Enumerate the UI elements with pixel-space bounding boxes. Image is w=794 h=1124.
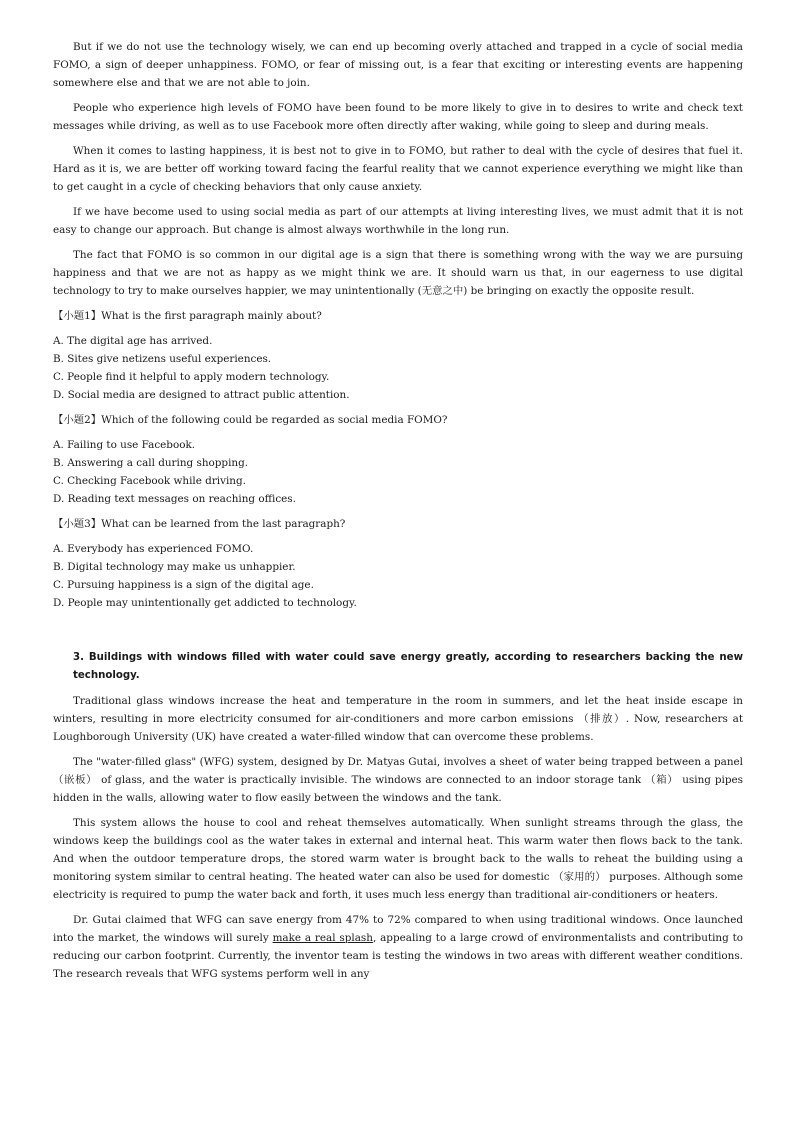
passage2-paragraph-3: When it comes to lasting happiness, it is best not to give in to FOMO, but rather to deal with the cycle of desires that fuel it. Hard as it is, we are better off working toward facing the fearful reality that we cannot experience everything we might like than to get caught in a cycle of checking behaviors that only cause anxiety. — [53, 145, 743, 193]
document-page — [53, 38, 743, 990]
question-1-option-b: B. Sites give netizens useful experiences. — [53, 353, 272, 365]
passage3-paragraph-1: Traditional glass windows increase the heat and temperature in the room in summers, and let the heat inside escape in winters, resulting in more electricity consumed for air-conditioners and more carbon emissions （排放）. Now, researchers at Loughborough University (UK) have created a water-filled window that can overcome these problems. — [53, 695, 743, 743]
question-3-stem: 【小题3】What can be learned from the last paragraph? — [53, 518, 346, 530]
question-2-stem: 【小题2】Which of the following could be regarded as social media FOMO? — [53, 414, 448, 426]
question-2-option-a: A. Failing to use Facebook. — [53, 439, 196, 451]
question-3-option-a: A. Everybody has experienced FOMO. — [53, 543, 254, 555]
question-1-option-a: A. The digital age has arrived. — [53, 335, 213, 347]
question-2-options — [53, 436, 743, 508]
underlined-phrase: make a real splash — [272, 932, 373, 944]
passage2-paragraph-1: But if we do not use the technology wisely, we can end up becoming overly attached and trapped in a cycle of social media FOMO, a sign of deeper unhappiness. FOMO, or fear of missing out, is a fear that exciting or interesting events are happening somewhere else and that we are not able to join. — [53, 41, 743, 89]
question-2-option-b: B. Answering a call during shopping. — [53, 457, 249, 469]
question-1-option-d: D. Social media are designed to attract public attention. — [53, 389, 350, 401]
passage2-paragraph-5: The fact that FOMO is so common in our digital age is a sign that there is something wrong with the way we are pursuing happiness and that we are not as happy as we might think we are. It should warn us that, in our eagerness to use digital technology to try to make ourselves happier, we may unintentionally (无意之中) be bringing on exactly the opposite result. — [53, 249, 743, 297]
passage3-paragraph-2: The "water-filled glass" (WFG) system, designed by Dr. Matyas Gutai, involves a sheet of water being trapped between a panel （嵌板） of glass, and the water is practically invisible. The windows are connected to an indoor storage tank （箱） using pipes hidden in the walls, allowing water to flow easily between the windows and the tank. — [53, 756, 743, 804]
question-1-options — [53, 332, 743, 404]
passage3-heading: 3. Buildings with windows filled with water could save energy greatly, according to researchers backing the new technology. — [73, 652, 743, 681]
passage3-paragraph-4-after: , appealing to a large crowd of environmentalists and contributing to reducing our carbon footprint. Currently, the inventor team is testing the windows in two areas with different weather conditions. The research reveals that WFG systems perform well in any — [53, 932, 744, 980]
question-1-stem: 【小题1】What is the first paragraph mainly about? — [53, 310, 322, 322]
question-2-option-d: D. Reading text messages on reaching offices. — [53, 493, 296, 505]
passage3-paragraph-4 — [53, 911, 743, 983]
question-2-option-c: C. Checking Facebook while driving. — [53, 475, 246, 487]
passage2-paragraph-2: People who experience high levels of FOMO have been found to be more likely to give in to desires to write and check text messages while driving, as well as to use Facebook more often directly after waking, while going to sleep and during meals. — [53, 102, 743, 132]
passage2-paragraph-4: If we have become used to using social media as part of our attempts at living interesting lives, we must admit that it is not easy to change our approach. But change is almost always worthwhile in the long run. — [53, 206, 743, 236]
question-3-option-d: D. People may unintentionally get addicted to technology. — [53, 597, 357, 609]
question-3-option-c: C. Pursuing happiness is a sign of the digital age. — [53, 579, 314, 591]
question-3-option-b: B. Digital technology may make us unhappier. — [53, 561, 296, 573]
question-3-options — [53, 540, 743, 612]
passage3-paragraph-3: This system allows the house to cool and reheat themselves automatically. When sunlight streams through the glass, the windows keep the buildings cool as the water takes in external and internal heat. This warm water then flows back to the tank. And when the outdoor temperature drops, the stored warm water is brought back to the walls to reheat the building using a monitoring system similar to central heating. The heated water can also be used for domestic （家用的） purposes. Although some electricity is required to pump the water back and forth, it uses much less energy than traditional air-conditioners or heaters. — [53, 817, 743, 901]
section-gap — [53, 619, 743, 649]
question-1-option-c: C. People find it helpful to apply modern technology. — [53, 371, 330, 383]
passage3-paragraph-4-before: Dr. Gutai claimed that WFG can save energy from 47% to 72% compared to when using traditional windows. Once launched into the market, the windows will surely — [53, 914, 743, 944]
